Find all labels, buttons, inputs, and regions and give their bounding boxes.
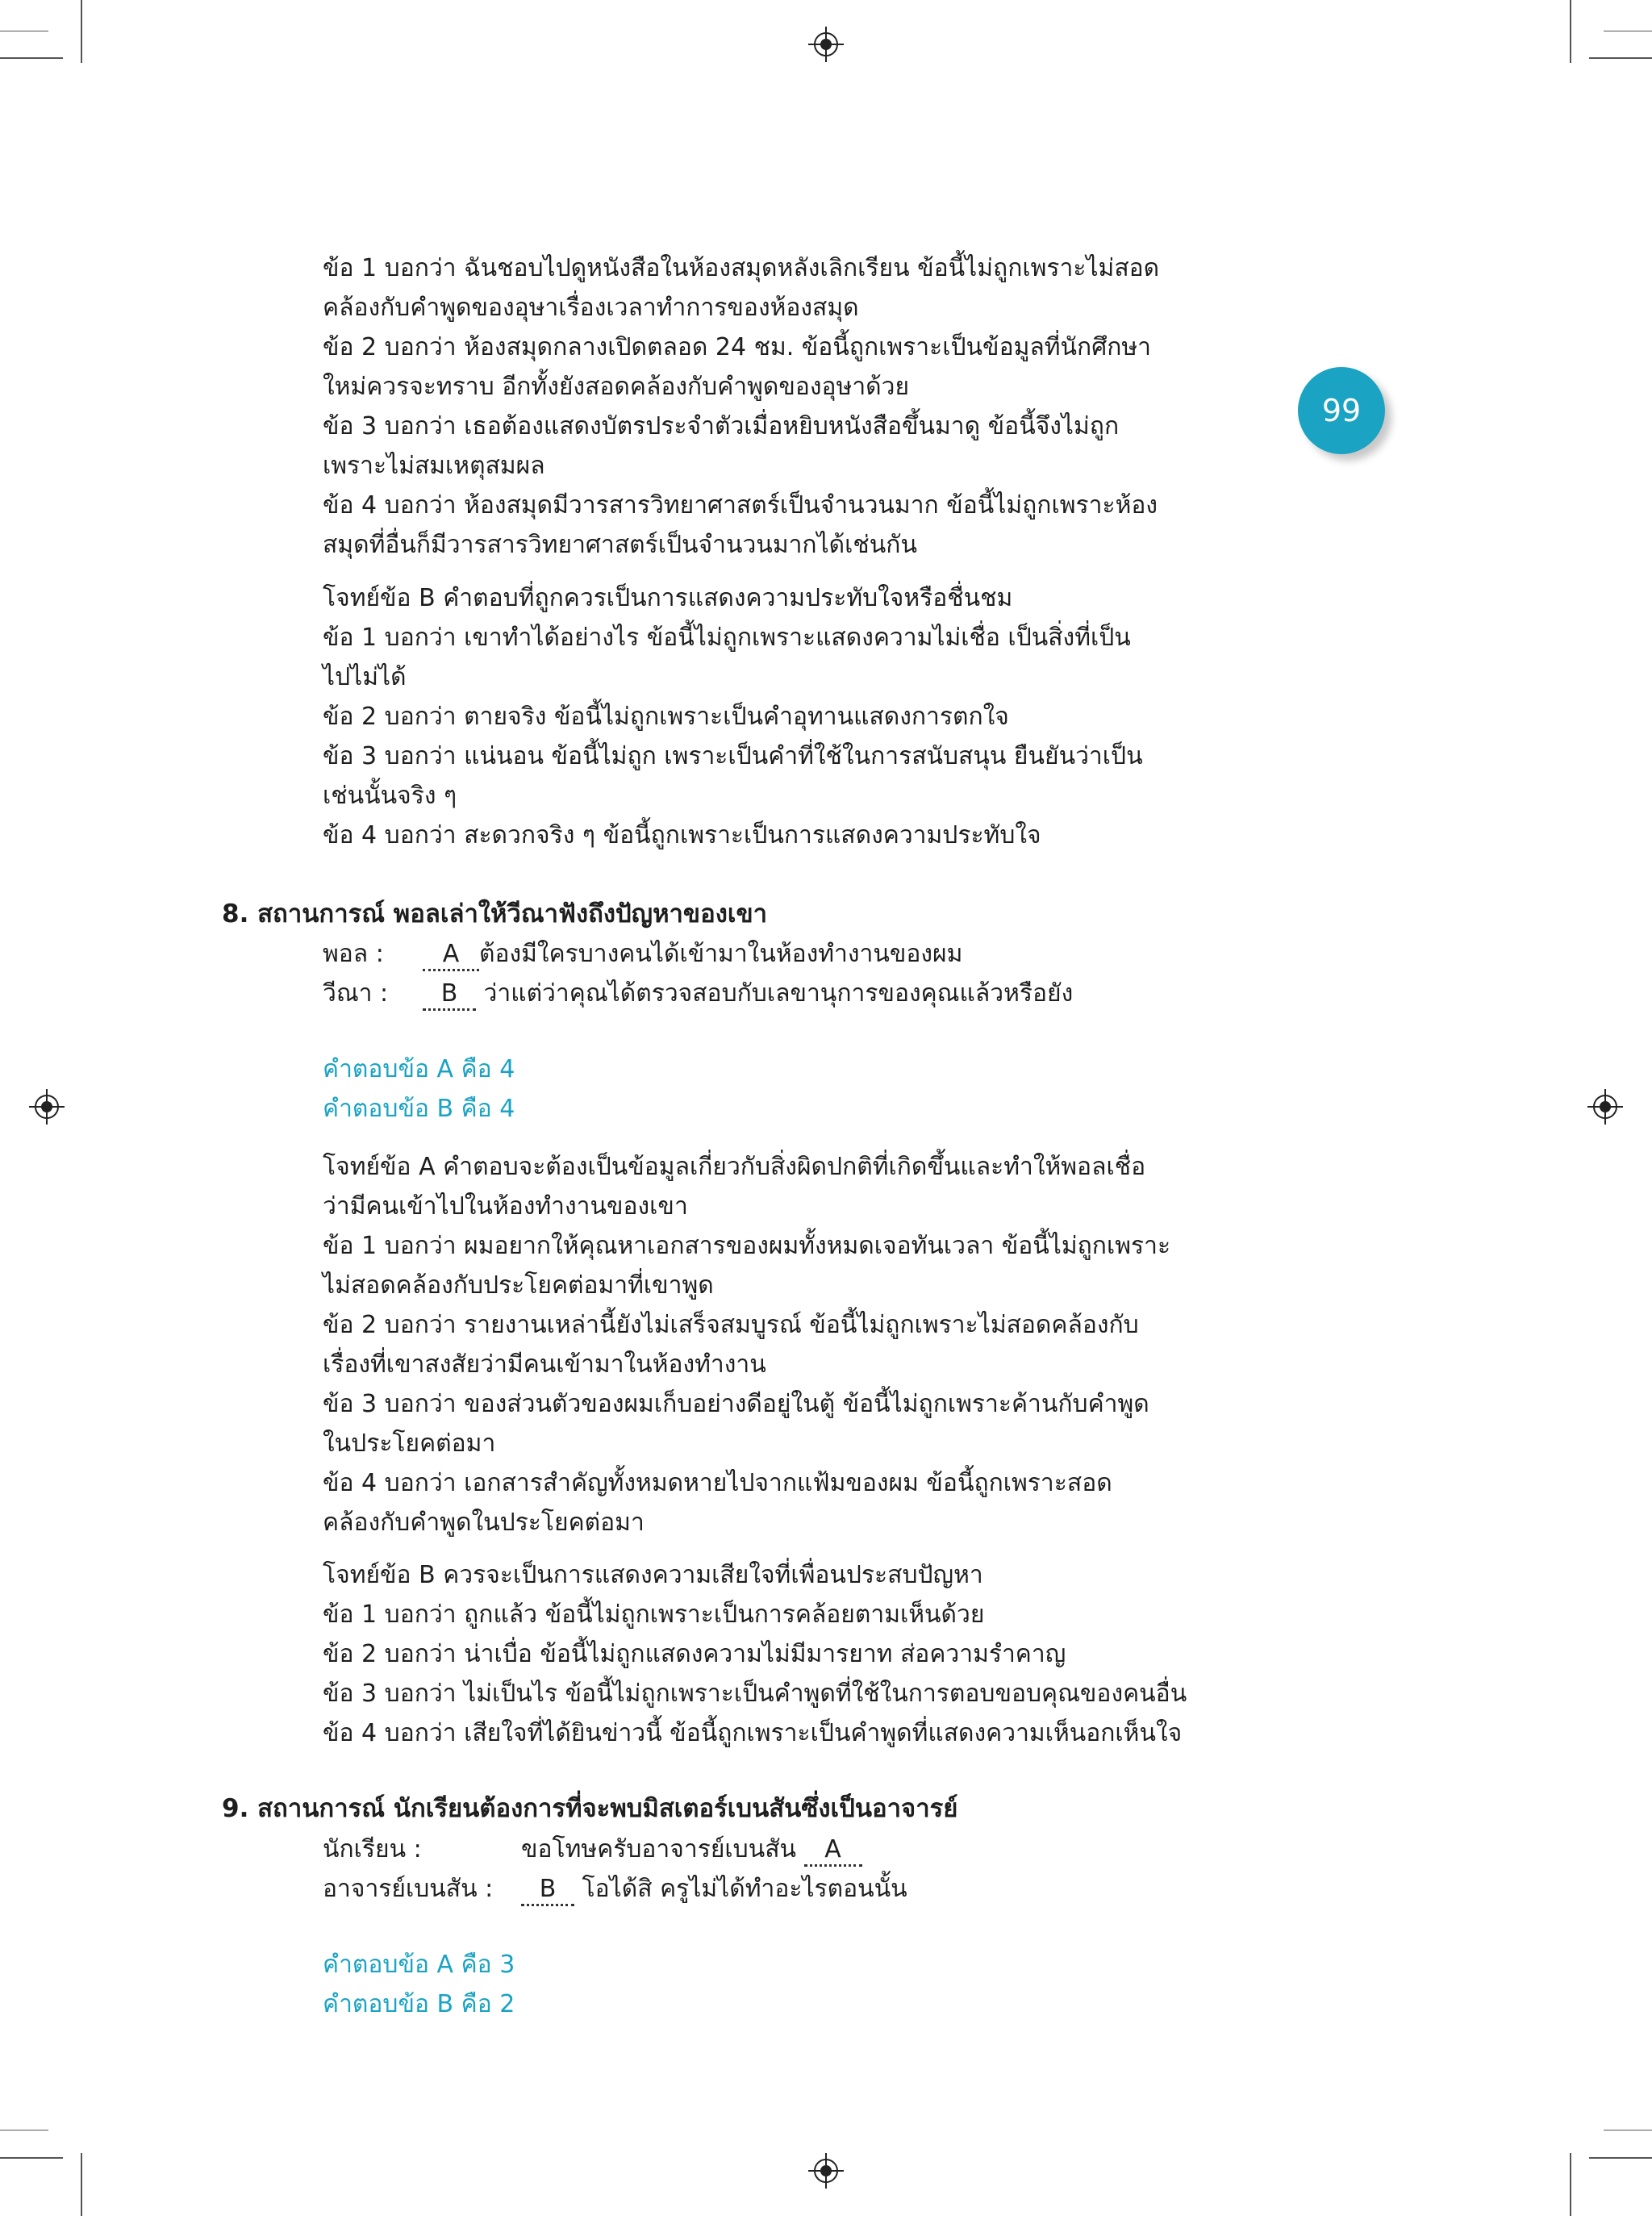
dialog-text: ว่าแต่ว่าคุณได้ตรวจสอบกับเลขานุการของคุณแล้วหรือยัง	[483, 979, 1074, 1008]
text-line: ข้อ 3 บอกว่า ไม่เป็นไร ข้อนี้ไม่ถูกเพราะเป็นคำพูดที่ใช้ในการตอบขอบคุณของคนอื่น	[323, 1680, 1187, 1708]
page-number-badge: 99	[1298, 367, 1385, 454]
text-line: ข้อ 3 บอกว่า ของส่วนตัวของผมเก็บอย่างดีอยู่ในตู้ ข้อนี้ไม่ถูกเพราะค้านกับคำพูด	[323, 1390, 1149, 1418]
dialog-line	[521, 1869, 907, 1909]
text-line: ข้อ 1 บอกว่า ฉันชอบไปดูหนังสือในห้องสมุดหลังเลิกเรียน ข้อนี้ไม่ถูกเพราะไม่สอด	[323, 254, 1160, 282]
text-line: ข้อ 1 บอกว่า เขาทำได้อย่างไร ข้อนี้ไม่ถูกเพราะแสดงความไม่เชื่อ เป็นสิ่งที่เป็น	[323, 624, 1131, 652]
text-line: ว่ามีคนเข้าไปในห้องทำงานของเขา	[323, 1192, 688, 1221]
text-line: ข้อ 2 บอกว่า น่าเบื่อ ข้อนี้ไม่ถูกแสดงความไม่มีมารยาท ส่อความรำคาญ	[323, 1640, 1066, 1668]
text-line: ข้อ 4 บอกว่า ห้องสมุดมีวารสารวิทยาศาสตร์เป็นจำนวนมาก ข้อนี้ไม่ถูกเพราะห้อง	[323, 491, 1158, 520]
text-line: เช่นนั้นจริง ๆ	[323, 782, 457, 810]
text-line: โจทย์ข้อ B คำตอบที่ถูกควรเป็นการแสดงความประทับใจหรือชื่นชม	[323, 584, 1013, 612]
dialog-speaker: อาจารย์เบนสัน :	[323, 1875, 494, 1903]
text-line: โจทย์ข้อ B ควรจะเป็นการแสดงความเสียใจที่เพื่อนประสบปัญหา	[323, 1561, 983, 1589]
dialog-text: โอได้สิ ครูไม่ได้ทำอะไรตอนนั้น	[582, 1875, 907, 1903]
dialog-line	[423, 934, 962, 974]
text-line: ใหม่ควรจะทราบ อีกทั้งยังสอดคล้องกับคำพูดของอุษาด้วย	[323, 373, 910, 401]
dialog-line	[521, 1830, 862, 1869]
dialog-speaker: พอล :	[323, 940, 384, 968]
text-line: ข้อ 2 บอกว่า ห้องสมุดกลางเปิดตลอด 24 ชม. ข้อนี้ถูกเพราะเป็นข้อมูลที่นักศึกษา	[323, 333, 1152, 361]
text-line: เรื่องที่เขาสงสัยว่ามีคนเข้ามาในห้องทำงาน	[323, 1350, 766, 1379]
text-line: ข้อ 3 บอกว่า แน่นอน ข้อนี้ไม่ถูก เพราะเป็นคำที่ใช้ในการสนับสนุน ยืนยันว่าเป็น	[323, 742, 1143, 770]
question-8-heading: 8. สถานการณ์ พอลเล่าให้วีณาฟังถึงปัญหาของเขา	[222, 899, 768, 929]
text-line: คล้องกับคำพูดในประโยคต่อมา	[323, 1509, 645, 1537]
registration-mark-icon	[29, 1089, 65, 1125]
answer-b: คำตอบข้อ B คือ 4	[323, 1095, 515, 1123]
text-line: โจทย์ข้อ A คำตอบจะต้องเป็นข้อมูลเกี่ยวกับสิ่งผิดปกติที่เกิดขึ้นและทำให้พอลเชื่อ	[323, 1153, 1146, 1181]
text-line: ข้อ 4 บอกว่า สะดวกจริง ๆ ข้อนี้ถูกเพราะเป็นการแสดงความประทับใจ	[323, 821, 1041, 849]
dialog-line	[423, 974, 1073, 1013]
text-line: ข้อ 2 บอกว่า ตายจริง ข้อนี้ไม่ถูกเพราะเป็นคำอุทานแสดงการตกใจ	[323, 703, 1009, 731]
text-line: เพราะไม่สมเหตุสมผล	[323, 452, 545, 480]
dialog-speaker: นักเรียน :	[323, 1835, 422, 1863]
dialog-text: ขอโทษครับอาจารย์เบนสัน	[521, 1835, 797, 1863]
dialog-text: ต้องมีใครบางคนได้เข้ามาในห้องทำงานของผม	[479, 940, 963, 968]
answer-blank: A	[423, 940, 479, 971]
text-line: ข้อ 1 บอกว่า ผมอยากให้คุณหาเอกสารของผมทั้งหมดเจอทันเวลา ข้อนี้ไม่ถูกเพราะ	[323, 1232, 1171, 1260]
answer-a: คำตอบข้อ A คือ 3	[323, 1951, 515, 1979]
text-line: ข้อ 2 บอกว่า รายงานเหล่านี้ยังไม่เสร็จสมบูรณ์ ข้อนี้ไม่ถูกเพราะไม่สอดคล้องกับ	[323, 1311, 1139, 1339]
text-line: ในประโยคต่อมา	[323, 1429, 496, 1458]
answer-blank: B	[521, 1875, 574, 1906]
text-line: สมุดที่อื่นก็มีวารสารวิทยาศาสตร์เป็นจำนวนมากได้เช่นกัน	[323, 531, 917, 559]
registration-mark-icon	[808, 27, 844, 62]
text-line: ข้อ 1 บอกว่า ถูกแล้ว ข้อนี้ไม่ถูกเพราะเป็นการคล้อยตามเห็นด้วย	[323, 1600, 985, 1629]
text-line: ข้อ 4 บอกว่า เสียใจที่ได้ยินข่าวนี้ ข้อนี้ถูกเพราะเป็นคำพูดที่แสดงความเห็นอกเห็นใจ	[323, 1719, 1183, 1747]
answer-a: คำตอบข้อ A คือ 4	[323, 1055, 515, 1083]
registration-mark-icon	[808, 2153, 844, 2189]
text-line: ไปไม่ได้	[323, 663, 407, 691]
dialog-speaker: วีณา :	[323, 979, 389, 1008]
answer-blank: A	[804, 1835, 862, 1867]
text-line: ไม่สอดคล้องกับประโยคต่อมาที่เขาพูด	[323, 1271, 714, 1300]
question-9-heading: 9. สถานการณ์ นักเรียนต้องการที่จะพบมิสเตอร์เบนสันซึ่งเป็นอาจารย์	[222, 1794, 958, 1823]
registration-mark-icon	[1587, 1089, 1623, 1125]
text-line: ข้อ 3 บอกว่า เธอต้องแสดงบัตรประจำตัวเมื่อหยิบหนังสือขึ้นมาดู ข้อนี้จึงไม่ถูก	[323, 412, 1120, 440]
text-line: ข้อ 4 บอกว่า เอกสารสำคัญทั้งหมดหายไปจากแฟ้มของผม ข้อนี้ถูกเพราะสอด	[323, 1469, 1112, 1497]
answer-blank: B	[423, 979, 476, 1011]
answer-b: คำตอบข้อ B คือ 2	[323, 1990, 515, 2018]
text-line: คล้องกับคำพูดของอุษาเรื่องเวลาทำการของห้องสมุด	[323, 294, 859, 322]
